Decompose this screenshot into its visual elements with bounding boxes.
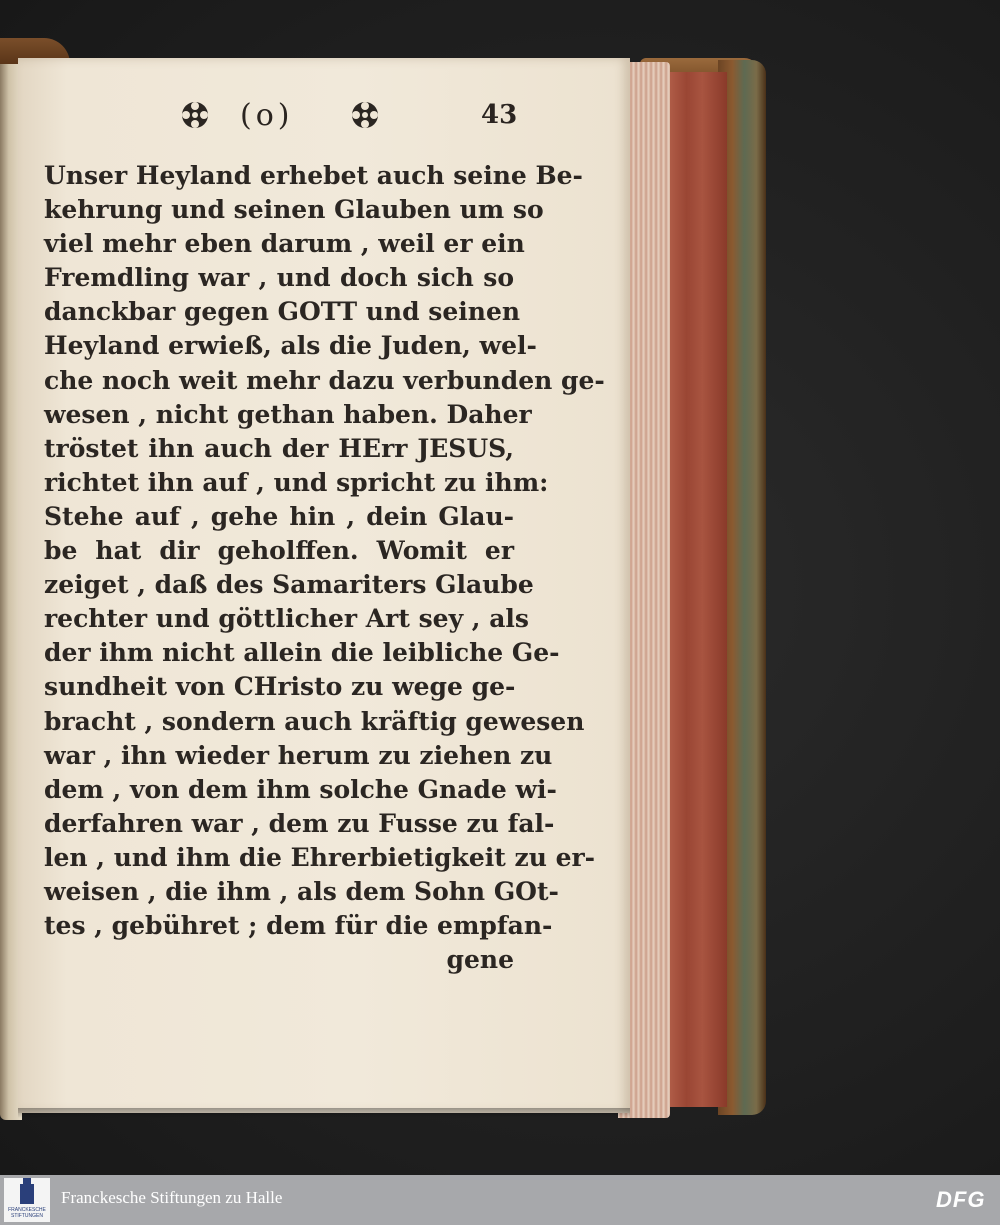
text-line: che noch weit mehr dazu verbunden ge- [44, 365, 605, 395]
text-line: Unser Heyland erhebet auch seine Be- [44, 161, 583, 190]
text-line: rechter und göttlicher Art sey , als [44, 604, 529, 634]
page-header [178, 98, 518, 138]
red-page-edges [665, 72, 727, 1107]
institution-link[interactable]: Franckesche Stiftungen zu Halle [61, 1188, 283, 1207]
text-line: tröstet ihn auch der HErr JESUS, [44, 433, 514, 463]
text-line: war , ihn wieder herum zu ziehen zu [44, 740, 553, 770]
text-line: dem , von dem ihm solche Gnade wi- [44, 774, 557, 804]
text-line: zeiget , daß des Samariters Glaube [44, 570, 534, 600]
catchword: gene [446, 945, 514, 975]
francke-foundation-logo-icon[interactable] [4, 1178, 50, 1222]
text-line: kehrung und seinen Glauben um so [44, 195, 544, 225]
page-shadow [18, 1108, 630, 1118]
logo-text: FRANCKESCHE STIFTUNGEN [8, 1207, 46, 1219]
text-line: wesen , nicht gethan haben. Daher [44, 399, 532, 429]
text-line: weisen , die ihm , als dem Sohn GOt- [44, 876, 559, 906]
text-line: Fremdling war , und doch sich so [44, 263, 514, 293]
signature-mark: (o) [240, 98, 294, 133]
text-line: viel mehr eben darum , weil er ein [44, 229, 525, 259]
dfg-logo[interactable]: DFG [936, 1187, 986, 1212]
tower-icon [20, 1184, 34, 1204]
page-body-text [44, 159, 605, 977]
text-line: sundheit von CHristo zu wege ge- [44, 672, 516, 702]
text-line: Heyland erwieß, als die Juden, wel- [44, 331, 537, 361]
text-line: Stehe auf , gehe hin , dein Glau- [44, 501, 514, 531]
text-line: tes , gebühret ; dem für die empfan- [44, 911, 553, 941]
text-line: len , und ihm die Ehrerbietigkeit zu er- [44, 842, 596, 872]
rosette-ornament-icon [180, 100, 210, 130]
rosette-ornament-icon [350, 100, 380, 130]
text-line: danckbar gegen GOTT und seinen [44, 297, 521, 327]
text-line: richtet ihn auf , und spricht zu ihm: [44, 467, 549, 497]
page-number: 43 [481, 100, 518, 130]
text-line: bracht , sondern auch kräftig gewesen [44, 706, 585, 736]
text-line: be hat dir geholffen. Womit er [44, 536, 514, 566]
text-line: der ihm nicht allein die leibliche Ge- [44, 638, 560, 668]
text-line: derfahren war , dem zu Fusse zu fal- [44, 808, 555, 838]
footer-bar [0, 1175, 1000, 1225]
